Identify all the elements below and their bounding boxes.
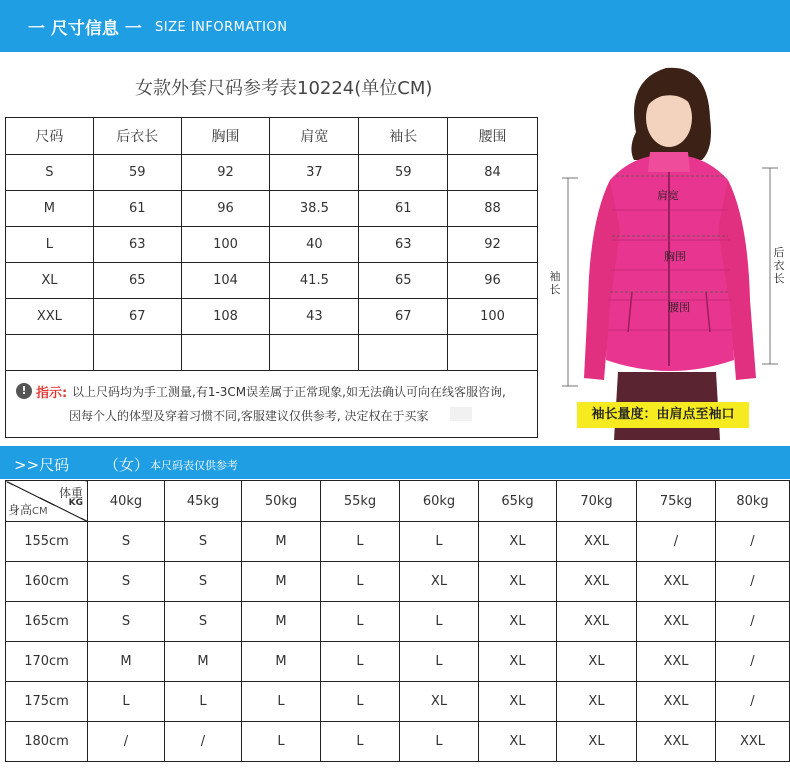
table-cell: 67 <box>359 299 448 335</box>
table-cell: XXL <box>6 299 94 335</box>
table-row <box>6 227 538 263</box>
sleeve-measure-caption: 袖长量度：由肩点至袖口 <box>577 402 749 428</box>
size-cell: S <box>88 562 165 602</box>
size-cell: M <box>88 642 165 682</box>
weight-header: 55kg <box>321 481 400 522</box>
weight-header: 60kg <box>400 481 479 522</box>
size-chart-title: 女款外套尺码参考表10224(单位CM) <box>135 78 433 99</box>
size-cell: / <box>716 602 790 642</box>
size-cell: L <box>321 602 400 642</box>
table-cell: 92 <box>448 227 538 263</box>
table-cell <box>6 335 94 371</box>
column-header: 肩宽 <box>270 118 359 155</box>
size-cell: M <box>242 562 321 602</box>
size-cell: / <box>637 522 716 562</box>
size-cell: XL <box>479 602 557 642</box>
size-cell: S <box>165 522 242 562</box>
size-cell: / <box>716 562 790 602</box>
size-cell: XXL <box>557 602 637 642</box>
height-cell: 155cm <box>6 522 88 562</box>
table-cell: XL <box>6 263 94 299</box>
size-chart-table <box>5 117 538 371</box>
table-cell: 67 <box>93 299 181 335</box>
size-cell: XL <box>557 682 637 722</box>
column-header: 腰围 <box>448 118 538 155</box>
size-cell: L <box>321 642 400 682</box>
size-cell: XL <box>479 722 557 762</box>
size-cell: S <box>165 562 242 602</box>
height-cell: 180cm <box>6 722 88 762</box>
size-cell: M <box>242 602 321 642</box>
size-cell: XL <box>479 522 557 562</box>
section-gender: （女） <box>104 456 150 474</box>
size-cell: L <box>242 682 321 722</box>
chest-label: 胸围 <box>664 250 686 263</box>
table-cell: 65 <box>93 263 181 299</box>
size-cell: M <box>242 642 321 682</box>
size-cell: / <box>716 522 790 562</box>
table-cell <box>270 335 359 371</box>
height-axis-text: 身高 <box>8 503 33 517</box>
weight-axis-label: 体重 <box>58 486 83 500</box>
table-cell: 65 <box>359 263 448 299</box>
size-cell: XL <box>479 642 557 682</box>
size-cell: XL <box>400 562 479 602</box>
table-cell: 61 <box>359 191 448 227</box>
height-cell: 175cm <box>6 682 88 722</box>
note-blank-box <box>450 407 472 421</box>
note-label: 指示: <box>36 386 68 401</box>
size-cell: L <box>400 642 479 682</box>
table-cell: 100 <box>181 227 270 263</box>
table-row <box>6 263 538 299</box>
weight-header: 70kg <box>557 481 637 522</box>
column-header: 后衣长 <box>93 118 181 155</box>
header-bar <box>0 0 790 52</box>
size-cell: L <box>400 602 479 642</box>
size-cell: L <box>321 682 400 722</box>
table-cell: 59 <box>93 155 181 191</box>
size-cell: / <box>716 642 790 682</box>
size-cell: L <box>321 522 400 562</box>
shoulder-label: 肩宽 <box>657 189 679 202</box>
table-cell: 41.5 <box>270 263 359 299</box>
note-text-line1: 以上尺码均为手工测量,有1-3CM误差属于正常现象,如无法确认可向在线客服咨询, <box>72 385 506 399</box>
table-cell: 59 <box>359 155 448 191</box>
section-note: 本尺码表仅供参考 <box>150 459 238 472</box>
size-cell: XXL <box>637 642 716 682</box>
size-cell: XL <box>557 642 637 682</box>
table-cell: S <box>6 155 94 191</box>
table-row <box>6 602 790 642</box>
height-cell: 160cm <box>6 562 88 602</box>
size-cell: XL <box>400 682 479 722</box>
height-cell: 170cm <box>6 642 88 682</box>
size-cell: L <box>400 522 479 562</box>
table-row <box>6 722 790 762</box>
table-cell: 100 <box>448 299 538 335</box>
size-cell: M <box>242 522 321 562</box>
size-cell: XL <box>479 562 557 602</box>
section-bar <box>0 446 790 479</box>
back-length-label: 后衣长 <box>773 246 785 285</box>
table-row <box>6 682 790 722</box>
size-cell: XL <box>557 722 637 762</box>
size-cell: / <box>165 722 242 762</box>
section-title: >>尺码 <box>14 456 70 474</box>
table-row <box>6 642 790 682</box>
table-cell: 38.5 <box>270 191 359 227</box>
weight-header: 75kg <box>637 481 716 522</box>
info-icon: ! <box>16 383 32 399</box>
size-cell: / <box>716 682 790 722</box>
size-cell: XXL <box>637 682 716 722</box>
jacket-collar <box>648 152 690 172</box>
table-cell: M <box>6 191 94 227</box>
table-row-empty <box>6 335 538 371</box>
table-cell <box>181 335 270 371</box>
table-cell: 37 <box>270 155 359 191</box>
height-cell: 165cm <box>6 602 88 642</box>
measurement-note <box>5 371 538 438</box>
column-header: 尺码 <box>6 118 94 155</box>
size-cell: S <box>88 522 165 562</box>
size-cell: L <box>165 682 242 722</box>
height-axis-label <box>8 501 48 518</box>
recommendation-header-row <box>6 481 790 522</box>
size-cell: XXL <box>557 562 637 602</box>
table-cell: 92 <box>181 155 270 191</box>
size-cell: XXL <box>637 602 716 642</box>
column-header: 袖长 <box>359 118 448 155</box>
table-row <box>6 155 538 191</box>
table-row <box>6 191 538 227</box>
corner-header <box>6 481 88 522</box>
header-title: 一 尺寸信息 一 <box>28 19 142 39</box>
weight-header: 40kg <box>88 481 165 522</box>
table-cell: 96 <box>181 191 270 227</box>
size-recommendation-table <box>5 480 790 762</box>
height-unit-label: CM <box>32 506 48 517</box>
table-cell: 88 <box>448 191 538 227</box>
table-cell: 40 <box>270 227 359 263</box>
weight-header: 80kg <box>716 481 790 522</box>
size-cell: L <box>400 722 479 762</box>
size-cell: XXL <box>557 522 637 562</box>
size-cell: L <box>88 682 165 722</box>
size-cell: S <box>165 602 242 642</box>
table-cell: 104 <box>181 263 270 299</box>
table-cell <box>359 335 448 371</box>
table-cell: 63 <box>93 227 181 263</box>
size-cell: L <box>321 562 400 602</box>
weight-header: 50kg <box>242 481 321 522</box>
size-cell: XXL <box>637 722 716 762</box>
table-cell: 61 <box>93 191 181 227</box>
table-cell: 108 <box>181 299 270 335</box>
table-row <box>6 522 790 562</box>
size-cell: S <box>88 602 165 642</box>
weight-unit-label: KG <box>68 498 83 508</box>
table-cell: 84 <box>448 155 538 191</box>
size-cell: XXL <box>637 562 716 602</box>
table-row <box>6 299 538 335</box>
sleeve-length-label: 袖长 <box>549 270 561 296</box>
table-cell <box>448 335 538 371</box>
size-cell: M <box>165 642 242 682</box>
size-cell: L <box>242 722 321 762</box>
weight-header: 45kg <box>165 481 242 522</box>
size-cell: XXL <box>716 722 790 762</box>
weight-header: 65kg <box>479 481 557 522</box>
table-cell: 63 <box>359 227 448 263</box>
table-cell: L <box>6 227 94 263</box>
table-cell <box>93 335 181 371</box>
size-cell: L <box>321 722 400 762</box>
table-cell: 43 <box>270 299 359 335</box>
table-cell: 96 <box>448 263 538 299</box>
header-subtitle: SIZE INFORMATION <box>155 20 288 35</box>
size-cell: XL <box>479 682 557 722</box>
note-text-line2: 因每个人的体型及穿着习惯不同,客服建议仅供参考, 决定权在于买家 <box>69 409 429 423</box>
column-header: 胸围 <box>181 118 270 155</box>
table-row <box>6 562 790 602</box>
waist-label: 腰围 <box>668 301 690 314</box>
size-chart-header-row <box>6 118 538 155</box>
size-cell: / <box>88 722 165 762</box>
